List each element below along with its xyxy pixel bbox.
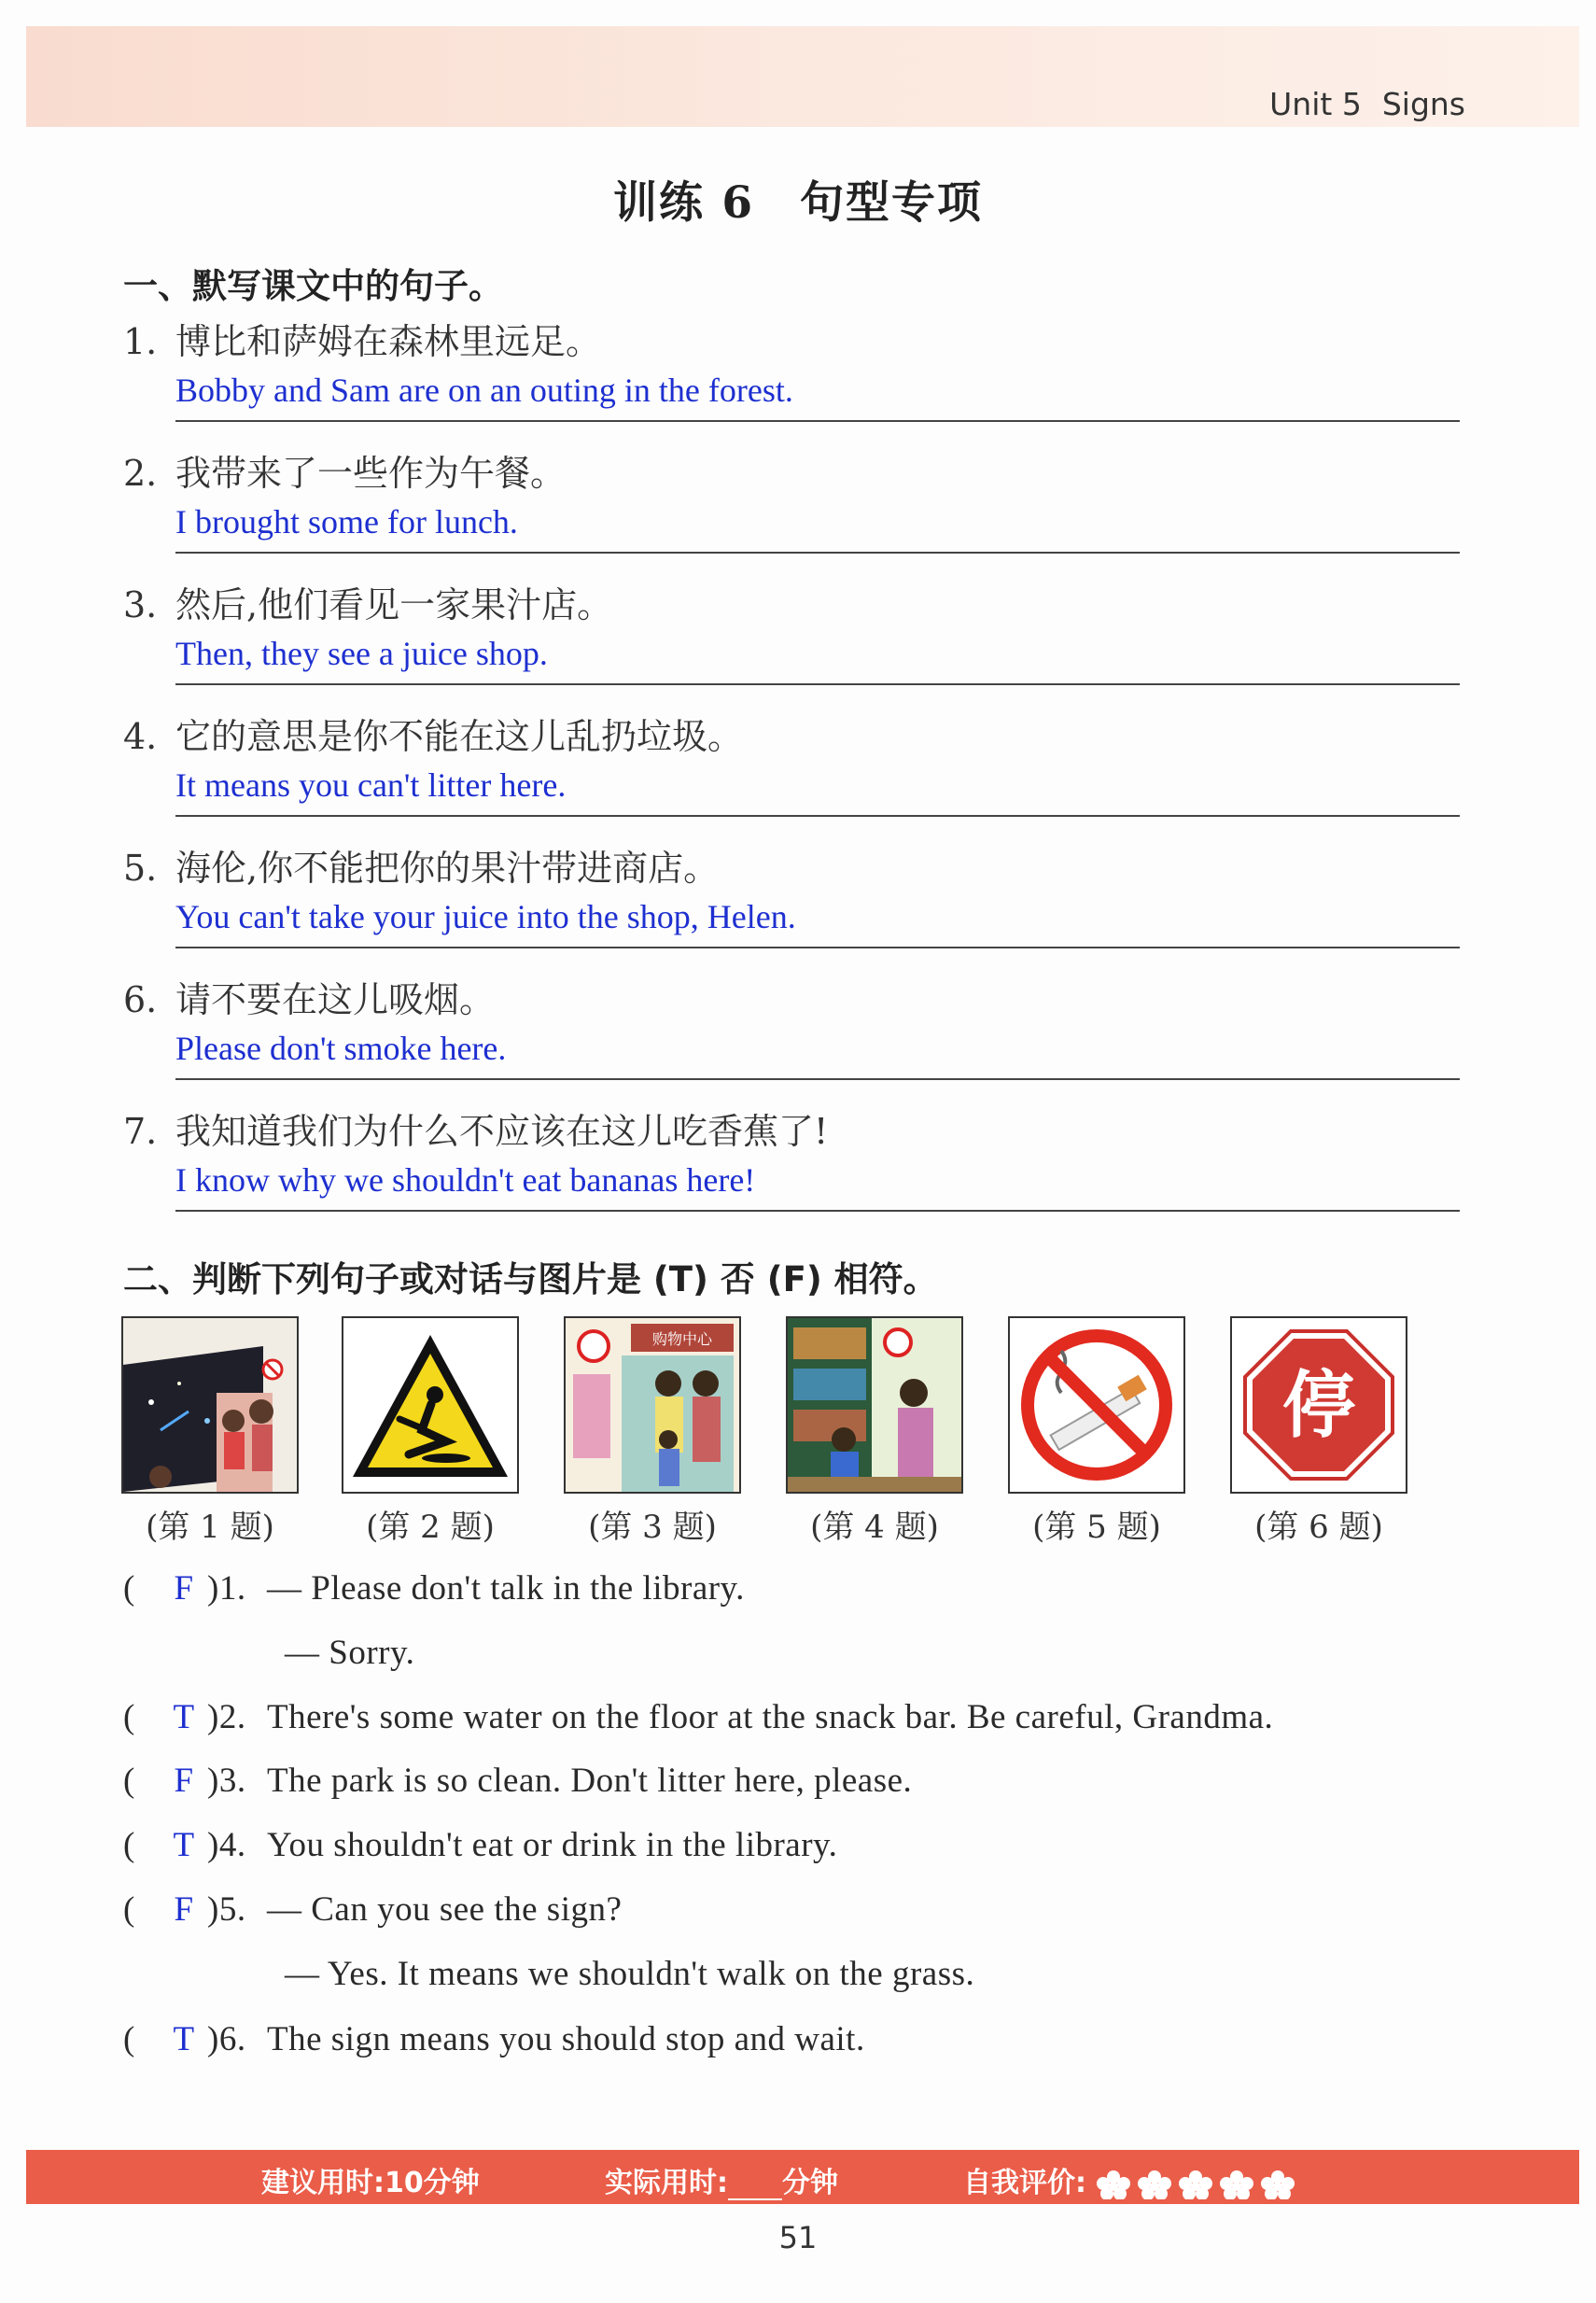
row-index-4: )4. xyxy=(207,1826,246,1864)
item-prompt-text: 它的意思是你不能在这儿乱扔垃圾。 xyxy=(175,716,744,757)
picture-5 xyxy=(1008,1316,1185,1547)
dictation-item xyxy=(123,839,1460,970)
stop-sign-text: 停 xyxy=(1281,1364,1356,1448)
open-paren: ( xyxy=(123,1890,135,1929)
actual-time-unit: 分钟 xyxy=(782,2167,838,2199)
item-number: 1. xyxy=(123,321,158,362)
answer-line xyxy=(175,552,1460,554)
flower-icon[interactable] xyxy=(1137,2170,1172,2199)
open-paren: ( xyxy=(123,1698,135,1736)
tf-row-3 xyxy=(123,1761,912,1801)
page-number: 51 xyxy=(778,2220,818,2255)
row-index-3: )3. xyxy=(207,1762,246,1800)
tf-row-4 xyxy=(123,1825,837,1865)
caption-4: (第 4 题) xyxy=(810,1509,939,1546)
page-title: 训练 6 句型专项 xyxy=(612,177,984,229)
picture-row xyxy=(121,1316,1428,1546)
caption-2: (第 2 题) xyxy=(366,1509,495,1546)
item-prompt-text: 请不要在这儿吸烟。 xyxy=(175,979,496,1020)
flower-icon[interactable] xyxy=(1096,2170,1131,2199)
answer-slot-3[interactable]: F xyxy=(174,1762,194,1800)
actual-time xyxy=(605,2159,838,2200)
row-text-4: You shouldn't eat or drink in the library. xyxy=(267,1826,838,1864)
tf-row-5 xyxy=(123,1889,622,1930)
item-prompt-text: 然后,他们看见一家果汁店。 xyxy=(175,584,613,625)
suggested-time: 建议用时:10分钟 xyxy=(261,2167,480,2199)
answer-slot-2[interactable]: T xyxy=(173,1698,195,1736)
item-number: 6. xyxy=(123,979,158,1020)
answer-field[interactable]: It means you can't litter here. xyxy=(175,766,567,804)
library-scene-image xyxy=(788,1318,961,1492)
stop-sign-icon xyxy=(1232,1318,1406,1492)
caption-6: (第 6 题) xyxy=(1254,1509,1383,1546)
answer-field[interactable]: Please don't smoke here. xyxy=(175,1030,507,1067)
item-prompt xyxy=(123,971,495,1022)
open-paren: ( xyxy=(123,1569,135,1608)
open-paren: ( xyxy=(123,1762,135,1800)
flower-icon[interactable] xyxy=(1178,2170,1213,2199)
cinema-scene-image xyxy=(123,1318,297,1492)
section-2-heading: 二、判断下列句子或对话与图片是 (T) 否 (F) 相符。 xyxy=(123,1259,938,1299)
dictation-item xyxy=(123,576,1460,707)
tf-row-1 xyxy=(123,1568,745,1608)
wet-floor-warning-icon xyxy=(343,1318,517,1492)
row-index-2: )2. xyxy=(207,1698,246,1736)
answer-field[interactable]: I brought some for lunch. xyxy=(175,503,518,541)
unit-number: Unit 5 xyxy=(1269,86,1362,122)
actual-time-label: 实际用时: xyxy=(605,2167,728,2199)
row-index-1: )1. xyxy=(207,1569,246,1608)
item-prompt-text: 博比和萨姆在森林里远足。 xyxy=(175,321,602,362)
dictation-item xyxy=(123,1102,1460,1233)
answer-slot-5[interactable]: F xyxy=(174,1890,194,1929)
answer-field[interactable]: I know why we shouldn't eat bananas here! xyxy=(175,1161,756,1199)
answer-line xyxy=(175,815,1460,817)
flower-icon[interactable] xyxy=(1219,2170,1254,2199)
item-prompt xyxy=(123,708,743,759)
item-number: 5. xyxy=(123,848,158,889)
dictation-item xyxy=(123,313,1460,443)
row-subtext-1: — Sorry. xyxy=(285,1634,415,1672)
answer-line xyxy=(175,1210,1460,1212)
item-prompt xyxy=(123,576,612,627)
dictation-item xyxy=(123,708,1460,838)
item-prompt xyxy=(123,1102,828,1154)
item-prompt xyxy=(123,313,601,364)
picture-1 xyxy=(121,1316,299,1547)
row-text-2: There's some water on the floor at the snack bar. Be careful, Grandma. xyxy=(267,1698,1274,1736)
picture-6 xyxy=(1230,1316,1407,1547)
item-prompt-text: 我知道我们为什么不应该在这儿吃香蕉了! xyxy=(175,1111,829,1152)
answer-slot-6[interactable]: T xyxy=(173,2020,195,2058)
item-prompt-text: 海伦,你不能把你的果汁带进商店。 xyxy=(175,848,720,889)
row-text-1: — Please don't talk in the library. xyxy=(267,1569,745,1608)
self-evaluation xyxy=(963,2159,1295,2200)
picture-3 xyxy=(564,1316,741,1547)
row-subtext-5: — Yes. It means we shouldn't walk on the grass. xyxy=(285,1955,975,1993)
self-eval-label: 自我评价: xyxy=(963,2167,1086,2199)
self-eval-stars[interactable] xyxy=(1096,2170,1295,2199)
item-prompt xyxy=(123,839,719,891)
answer-field[interactable]: Then, they see a juice shop. xyxy=(175,635,548,672)
shop-sign-text: 购物中心 xyxy=(651,1330,713,1348)
unit-label xyxy=(1269,86,1465,122)
answer-line xyxy=(175,947,1460,948)
open-paren: ( xyxy=(123,2020,135,2058)
tf-row-2 xyxy=(123,1697,1273,1737)
picture-2 xyxy=(342,1316,519,1547)
item-number: 4. xyxy=(123,716,158,757)
no-smoking-sign-icon xyxy=(1010,1318,1183,1492)
item-prompt xyxy=(123,444,566,496)
answer-field[interactable]: You can't take your juice into the shop, Helen. xyxy=(175,898,796,935)
item-number: 7. xyxy=(123,1111,158,1152)
actual-time-blank[interactable] xyxy=(728,2170,782,2200)
flower-icon[interactable] xyxy=(1260,2170,1295,2199)
answer-line xyxy=(175,420,1460,422)
row-text-5: — Can you see the sign? xyxy=(267,1890,623,1929)
row-index-6: )6. xyxy=(207,2020,246,2058)
row-text-6: The sign means you should stop and wait. xyxy=(267,2020,865,2058)
caption-1: (第 1 题) xyxy=(146,1509,274,1546)
answer-slot-4[interactable]: T xyxy=(173,1826,195,1864)
unit-topic: Signs xyxy=(1381,86,1465,122)
caption-3: (第 3 题) xyxy=(588,1509,717,1546)
dictation-item xyxy=(123,971,1460,1102)
item-number: 2. xyxy=(123,453,158,494)
row-index-5: )5. xyxy=(207,1890,246,1929)
picture-4 xyxy=(786,1316,963,1547)
open-paren: ( xyxy=(123,1826,135,1864)
footer-band xyxy=(26,2150,1579,2204)
section-1-heading: 一、默写课文中的句子。 xyxy=(123,266,503,306)
tf-row-6 xyxy=(123,2019,865,2059)
item-prompt-text: 我带来了一些作为午餐。 xyxy=(175,453,567,494)
shopping-center-scene-image xyxy=(566,1318,739,1492)
item-number: 3. xyxy=(123,584,158,625)
row-text-3: The park is so clean. Don't litter here, please. xyxy=(267,1762,913,1800)
answer-field[interactable]: Bobby and Sam are on an outing in the forest. xyxy=(175,372,793,409)
answer-line xyxy=(175,1078,1460,1080)
answer-line xyxy=(175,683,1460,685)
answer-slot-1[interactable]: F xyxy=(174,1569,194,1608)
caption-5: (第 5 题) xyxy=(1032,1509,1161,1546)
dictation-item xyxy=(123,444,1460,575)
